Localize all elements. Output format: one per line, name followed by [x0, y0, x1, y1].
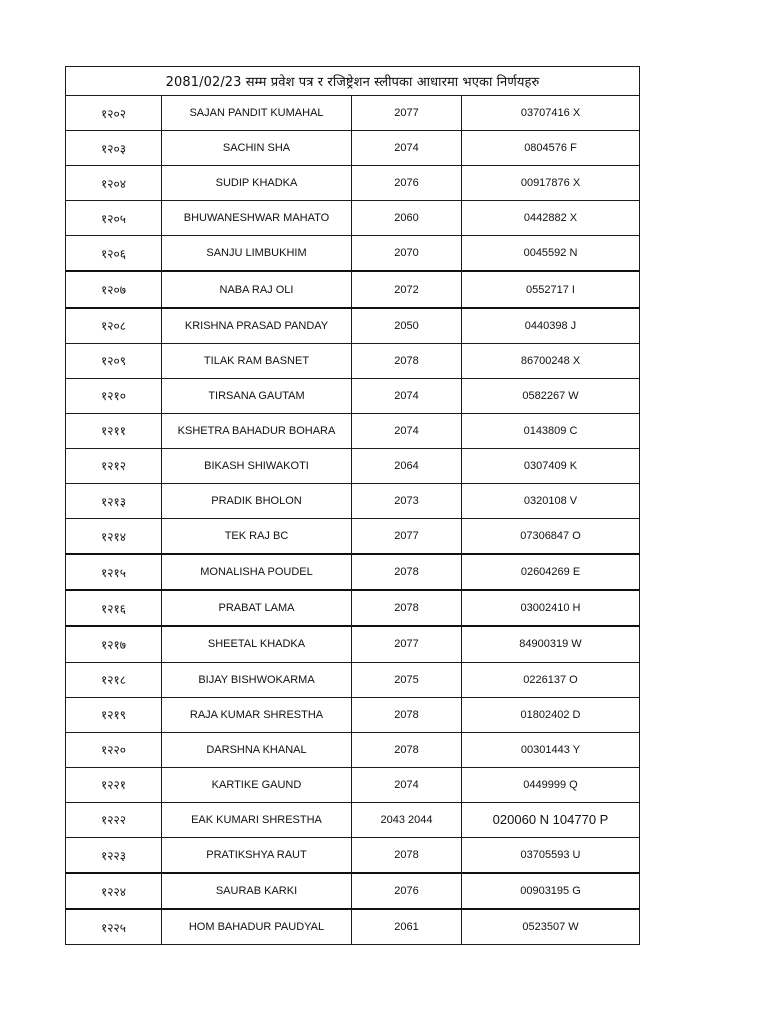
- table-row: [66, 271, 640, 307]
- registration-number: 03707416 X: [462, 96, 640, 131]
- serial-number: १२१५: [66, 554, 162, 590]
- person-name: HOM BAHADUR PAUDYAL: [162, 909, 352, 945]
- person-name: BHUWANESHWAR MAHATO: [162, 201, 352, 236]
- registration-number: 0804576 F: [462, 131, 640, 166]
- person-name: KRISHNA PRASAD PANDAY: [162, 308, 352, 344]
- year: 2050: [352, 308, 462, 344]
- serial-number: १२२५: [66, 909, 162, 945]
- table-row: [66, 590, 640, 626]
- serial-number: १२१०: [66, 378, 162, 413]
- person-name: KARTIKE GAUND: [162, 767, 352, 802]
- registration-number: 01802402 D: [462, 697, 640, 732]
- year: 2077: [352, 626, 462, 662]
- table-row: [66, 802, 640, 837]
- registration-number: 0226137 O: [462, 662, 640, 697]
- year: 2078: [352, 590, 462, 626]
- person-name: RAJA KUMAR SHRESTHA: [162, 697, 352, 732]
- person-name: SAJAN PANDIT KUMAHAL: [162, 96, 352, 131]
- year: 2074: [352, 767, 462, 802]
- table-row: [66, 554, 640, 590]
- table-row: [66, 166, 640, 201]
- registration-number: 00917876 X: [462, 166, 640, 201]
- year: 2075: [352, 662, 462, 697]
- decision-table: [65, 66, 640, 945]
- registration-number: 03705593 U: [462, 837, 640, 873]
- serial-number: १२२१: [66, 767, 162, 802]
- registration-number: 03002410 H: [462, 590, 640, 626]
- person-name: PRABAT LAMA: [162, 590, 352, 626]
- registration-number: 0582267 W: [462, 378, 640, 413]
- registration-number: 84900319 W: [462, 626, 640, 662]
- serial-number: १२१२: [66, 448, 162, 483]
- year: 2076: [352, 166, 462, 201]
- year: 2074: [352, 131, 462, 166]
- registration-number: 0143809 C: [462, 413, 640, 448]
- serial-number: १२१७: [66, 626, 162, 662]
- serial-number: १२०६: [66, 236, 162, 272]
- serial-number: १२२०: [66, 732, 162, 767]
- person-name: TILAK RAM BASNET: [162, 343, 352, 378]
- table-row: [66, 236, 640, 272]
- table-row: [66, 732, 640, 767]
- year: 2043 2044: [352, 802, 462, 837]
- serial-number: १२०३: [66, 131, 162, 166]
- year: 2078: [352, 343, 462, 378]
- serial-number: १२२२: [66, 802, 162, 837]
- person-name: NABA RAJ OLI: [162, 271, 352, 307]
- table-row: [66, 519, 640, 555]
- registration-number: 07306847 O: [462, 519, 640, 555]
- registration-number: 0045592 N: [462, 236, 640, 272]
- year: 2074: [352, 378, 462, 413]
- year: 2078: [352, 697, 462, 732]
- registration-number: 86700248 X: [462, 343, 640, 378]
- table-row: [66, 626, 640, 662]
- year: 2078: [352, 732, 462, 767]
- table-row: [66, 201, 640, 236]
- year: 2076: [352, 873, 462, 909]
- person-name: SANJU LIMBUKHIM: [162, 236, 352, 272]
- registration-number: 0523507 W: [462, 909, 640, 945]
- table-row: [66, 837, 640, 873]
- year: 2064: [352, 448, 462, 483]
- year: 2073: [352, 484, 462, 519]
- person-name: SAURAB KARKI: [162, 873, 352, 909]
- serial-number: १२०२: [66, 96, 162, 131]
- table-row: [66, 413, 640, 448]
- table-row: [66, 96, 640, 131]
- registration-number: 00301443 Y: [462, 732, 640, 767]
- table-row: [66, 662, 640, 697]
- serial-number: १२११: [66, 413, 162, 448]
- person-name: BIKASH SHIWAKOTI: [162, 448, 352, 483]
- table-row: [66, 131, 640, 166]
- table-row: [66, 873, 640, 909]
- serial-number: १२२४: [66, 873, 162, 909]
- table-row: [66, 448, 640, 483]
- person-name: TIRSANA GAUTAM: [162, 378, 352, 413]
- year: 2060: [352, 201, 462, 236]
- person-name: TEK RAJ BC: [162, 519, 352, 555]
- person-name: BIJAY BISHWOKARMA: [162, 662, 352, 697]
- serial-number: १२०४: [66, 166, 162, 201]
- serial-number: १२०७: [66, 271, 162, 307]
- person-name: PRATIKSHYA RAUT: [162, 837, 352, 873]
- registration-number: 0552717 I: [462, 271, 640, 307]
- serial-number: १२१३: [66, 484, 162, 519]
- serial-number: १२१८: [66, 662, 162, 697]
- registration-number: 0440398 J: [462, 308, 640, 344]
- table-row: [66, 767, 640, 802]
- year: 2078: [352, 837, 462, 873]
- year: 2072: [352, 271, 462, 307]
- registration-number: 00903195 G: [462, 873, 640, 909]
- table-row: [66, 909, 640, 945]
- registration-number: 02604269 E: [462, 554, 640, 590]
- table-title: 2081/02/23 सम्म प्रवेश पत्र र रजिष्ट्रेशन स्लीपका आधारमा भएका निर्णयहरु: [66, 67, 640, 96]
- serial-number: १२१४: [66, 519, 162, 555]
- year: 2077: [352, 519, 462, 555]
- table-row: [66, 484, 640, 519]
- registration-number: 0442882 X: [462, 201, 640, 236]
- serial-number: १२०८: [66, 308, 162, 344]
- table-row: [66, 343, 640, 378]
- serial-number: १२०९: [66, 343, 162, 378]
- person-name: MONALISHA POUDEL: [162, 554, 352, 590]
- person-name: SACHIN SHA: [162, 131, 352, 166]
- table-row: [66, 697, 640, 732]
- person-name: DARSHNA KHANAL: [162, 732, 352, 767]
- year: 2070: [352, 236, 462, 272]
- person-name: KSHETRA BAHADUR BOHARA: [162, 413, 352, 448]
- registration-number: 0449999 Q: [462, 767, 640, 802]
- year: 2061: [352, 909, 462, 945]
- table-row: [66, 308, 640, 344]
- year: 2077: [352, 96, 462, 131]
- serial-number: १२०५: [66, 201, 162, 236]
- serial-number: १२१६: [66, 590, 162, 626]
- year: 2074: [352, 413, 462, 448]
- serial-number: १२२३: [66, 837, 162, 873]
- serial-number: १२१९: [66, 697, 162, 732]
- title-row: [66, 67, 640, 96]
- decision-sheet: [65, 66, 639, 945]
- registration-number: 020060 N 104770 P: [462, 802, 640, 837]
- person-name: PRADIK BHOLON: [162, 484, 352, 519]
- registration-number: 0320108 V: [462, 484, 640, 519]
- table-row: [66, 378, 640, 413]
- year: 2078: [352, 554, 462, 590]
- person-name: SUDIP KHADKA: [162, 166, 352, 201]
- person-name: EAK KUMARI SHRESTHA: [162, 802, 352, 837]
- registration-number: 0307409 K: [462, 448, 640, 483]
- person-name: SHEETAL KHADKA: [162, 626, 352, 662]
